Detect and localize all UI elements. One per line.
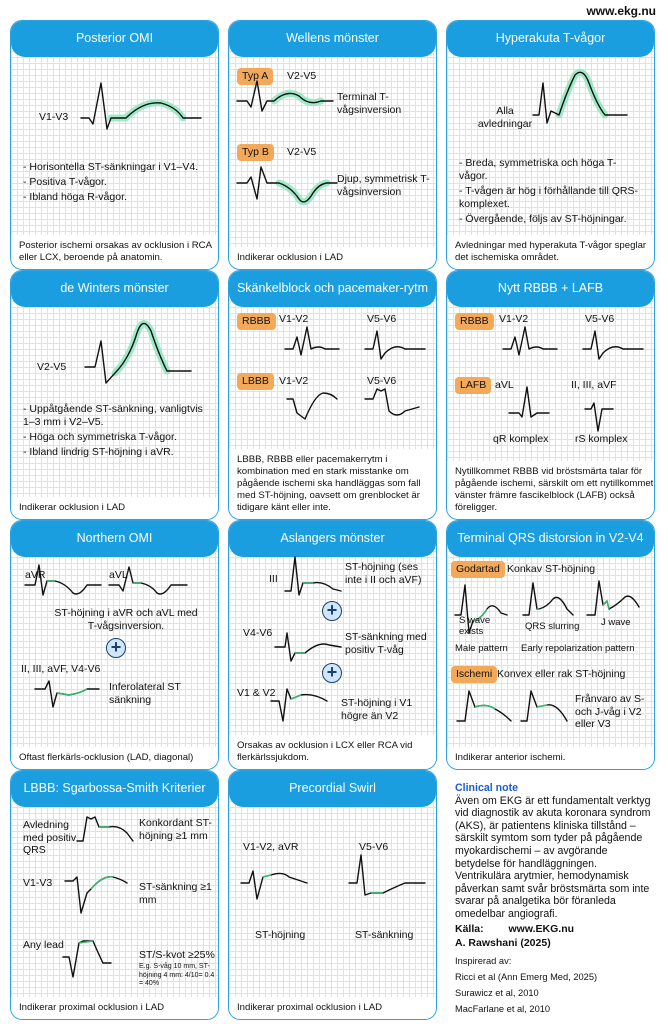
ischemia-badge: Ischemi — [451, 666, 497, 683]
card-footer: Oftast flerkärls-ocklusion (LAD, diagonal) — [11, 747, 219, 769]
description: Terminal T-vågsinversion — [337, 91, 402, 116]
lead-label: V1-V2 — [279, 313, 309, 325]
card-title: Northern OMI — [11, 521, 218, 557]
ecg-dewinter-waveform — [11, 271, 218, 519]
bullet: - Ibland lindrig ST-höjning i aVR. — [23, 446, 174, 458]
early-repolarization-label: Early repolarization pattern — [521, 643, 635, 654]
lead-label: V5-V6 — [367, 375, 397, 387]
source-site[interactable]: www.EKG.nu — [508, 923, 575, 935]
plus-icon: + — [322, 601, 342, 621]
card-northern-omi — [10, 520, 219, 770]
lead-label: V2-V5 — [37, 361, 67, 373]
lead-label: Avledning med positiv QRS — [23, 819, 77, 856]
benign-badge: Godartad — [451, 561, 505, 578]
author: A. Rawshani (2025) — [455, 937, 551, 949]
lead-label: Any lead — [23, 939, 64, 951]
lead-label: aVR — [25, 569, 46, 581]
card-sgarbossa — [10, 770, 219, 1020]
card-title: Nytt RBBB + LAFB — [447, 271, 654, 307]
lbbb-badge: LBBB — [237, 373, 274, 390]
clinical-note — [455, 782, 655, 921]
card-footer: Posterior ischemi orsakas av ocklusion i RCA eller LCX, beroende på anatomin. — [11, 235, 219, 269]
description: Konkordant ST-höjning ≥1 mm — [139, 817, 212, 842]
card-title: Posterior OMI — [11, 21, 218, 57]
card-wellens — [228, 20, 437, 270]
reference-item: Surawicz et al, 2010 — [455, 988, 539, 998]
card-title: Wellens mönster — [229, 21, 436, 57]
reference-item: MacFarlane et al, 2010 — [455, 1004, 551, 1014]
ecg-inferolateral-waveform — [11, 521, 218, 769]
lead-label: aVL — [109, 569, 128, 581]
ecg-swirl-waveforms — [229, 771, 436, 1019]
bullet: - Breda, symmetriska och höga T-vågor. — [459, 157, 617, 182]
lead-label: V1-V2 — [499, 313, 529, 325]
card-footer: Nytillkommet RBBB vid bröstsmärta talar för pågående ischemi, särskilt om ett nytillkommet vänster främre fascikelblock (LAFB) också föreligger. — [447, 461, 655, 519]
type-a-badge: Typ A — [237, 68, 273, 85]
lafb-badge: LAFB — [455, 377, 491, 394]
lead-label: V5-V6 — [359, 841, 389, 853]
card-de-winter — [10, 270, 219, 520]
rbbb-badge: RBBB — [455, 313, 494, 330]
source-label: Källa: — [455, 923, 484, 935]
lead-label: V1-V2 — [279, 375, 309, 387]
ecg-posterior-waveform — [11, 21, 218, 269]
references — [455, 922, 655, 1017]
description: Djup, symmetrisk T-vågsinversion — [337, 173, 430, 198]
description: ST-sänkning ≥1 mm — [139, 881, 212, 906]
description: Inferolateral ST sänkning — [109, 681, 181, 706]
description: ST-höjning i aVR och aVL med T-vågsinversion. — [54, 607, 198, 632]
jwave-label: J wave — [601, 617, 631, 628]
rs-label: rS komplex — [575, 433, 628, 445]
card-rbbb-lafb — [446, 270, 655, 520]
lead-label: Alla avledningar — [477, 105, 533, 130]
card-hyperacute-t — [446, 20, 655, 270]
lead-label: V1-V3 — [39, 111, 69, 123]
type-b-badge: Typ B — [237, 144, 274, 161]
card-footer: Avledningar med hyperakuta T-vågor speglar det ischemiska området. — [447, 235, 655, 269]
plus-icon: + — [106, 638, 126, 658]
bullet: - Uppåtgående ST-sänkning, vanligtvis 1–3 mm i V2–V5. — [23, 403, 203, 428]
plus-icon: + — [322, 663, 342, 683]
lead-label: II, III, aVF, V4-V6 — [21, 663, 101, 675]
card-title: de Winters mönster — [11, 271, 218, 307]
lead-label: III — [269, 573, 278, 585]
lead-label: V5-V6 — [585, 313, 615, 325]
lead-label: aVL — [495, 379, 514, 391]
slurring-label: QRS slurring — [525, 621, 580, 632]
card-title: Terminal QRS distorsion in V2-V4 — [447, 521, 654, 557]
card-title: Precordial Swirl — [229, 771, 436, 807]
description: ST-sänkning med positiv T-våg — [345, 631, 427, 656]
description: ST-höjning — [255, 929, 306, 941]
description: ST-höjning (ses inte i II och aVF) — [345, 561, 422, 586]
swave-label: S wave exists — [459, 615, 491, 637]
bullet: - Ibland höga R-vågor. — [23, 191, 127, 203]
lead-label: II, III, aVF — [571, 379, 617, 391]
bullet: - Positiva T-vågor. — [23, 176, 107, 188]
card-bundle-branch — [228, 270, 437, 520]
clinical-note-heading: Clinical note — [455, 782, 518, 794]
lead-label: V2-V5 — [287, 70, 317, 82]
lead-label: V1-V2, aVR — [243, 841, 299, 853]
card-footer: Indikerar proximal ocklusion i LAD — [229, 997, 437, 1019]
card-aslanger — [228, 520, 437, 770]
reference-item: Ricci et al (Ann Emerg Med, 2025) — [455, 972, 598, 982]
lead-label: V4-V6 — [243, 627, 273, 639]
site-url[interactable]: www.ekg.nu — [586, 4, 656, 18]
card-footer: Indikerar ocklusion i LAD — [229, 247, 437, 269]
description: ST/S-kvot ≥25% — [139, 949, 215, 961]
card-title: Aslangers mönster — [229, 521, 436, 557]
description: Frånvaro av S- och J-våg i V2 eller V3 — [575, 693, 645, 730]
lead-label: V5-V6 — [367, 313, 397, 325]
inspired-label: Inspirerad av: — [455, 956, 512, 966]
rbbb-badge: RBBB — [237, 313, 276, 330]
description: ST-sänkning — [355, 929, 414, 941]
ecg-ischemia-waveforms — [447, 521, 654, 769]
male-pattern-label: Male pattern — [455, 643, 508, 654]
card-footer: Indikerar proximal ocklusion i LAD — [11, 997, 219, 1019]
card-title: Skänkelblock och pacemaker-rytm — [229, 271, 436, 307]
ecg-wellens-b-waveform — [229, 21, 436, 269]
lead-label: V1-V3 — [23, 877, 53, 889]
bullet: - T-vågen är hög i förhållande till QRS-komplexet. — [459, 185, 638, 210]
card-footer: LBBB, RBBB eller pacemakerrytm i kombination med en stark misstanke om pågående ischemi ska handläggas som fall med ST-höjning, oavsett om grenblocket är tidigare känt eller inte. — [229, 449, 437, 519]
card-terminal-qrs — [446, 520, 655, 770]
bullet: - Horisontella ST-sänkningar i V1–V4. — [23, 161, 199, 173]
clinical-note-text: Även om EKG är ett fundamentalt verktyg vid diagnostik av akuta koronara syndrom (AKS), är patientens kliniska tillstånd – särskilt symtom som tyder på pågående myokardischemi – av avgörande betydelse för handläggningen. Ventrikulära arytmier, hemodynamisk påverkan samt svår bröstsmärta som inte svarar på analgetika bör föranleda omedelbar angiografi. — [455, 794, 651, 920]
bullet: - Höga och symmetriska T-vågor. — [23, 431, 177, 443]
description: Konvex eller rak ST-höjning — [497, 668, 626, 680]
card-footer: Indikerar ocklusion i LAD — [11, 497, 219, 519]
bullet: - Övergående, följs av ST-höjningar. — [459, 213, 627, 225]
card-title: LBBB: Sgarbossa-Smith Kriterier — [11, 771, 218, 807]
description: Konkav ST-höjning — [507, 563, 596, 575]
ecg-hyperacute-waveform — [447, 21, 654, 269]
card-precordial-swirl — [228, 770, 437, 1020]
card-posterior-omi — [10, 20, 219, 270]
lead-label: V1 & V2 — [237, 687, 276, 699]
card-title: Hyperakuta T-vågor — [447, 21, 654, 57]
card-footer: Orsakas av ocklusion i LCX eller RCA vid flerkärlssjukdom. — [229, 735, 437, 769]
card-footer: Indikerar anterior ischemi. — [447, 747, 655, 769]
example-text: E.g. S-våg 10 mm, ST-höjning 4 mm: 4/10= 0.4 = 40% — [139, 963, 215, 987]
qr-label: qR komplex — [493, 433, 549, 445]
description: ST-höjning i V1 högre än V2 — [341, 697, 413, 722]
lead-label: V2-V5 — [287, 146, 317, 158]
